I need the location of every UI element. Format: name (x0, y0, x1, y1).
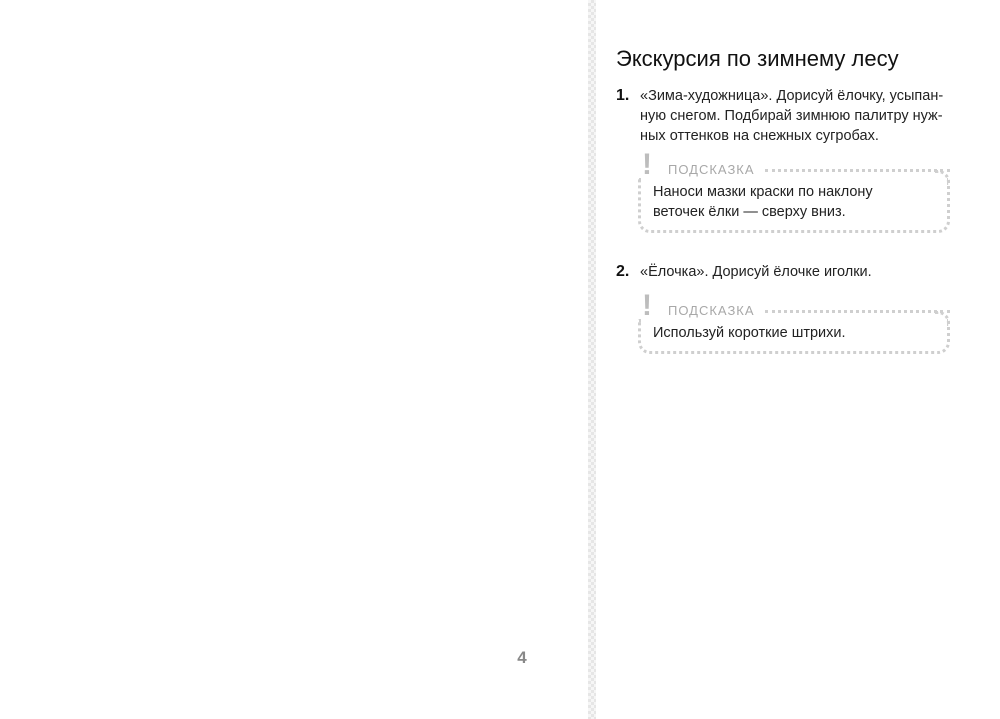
tip-box (638, 178, 950, 233)
task-text-line: «Ёлочка». Дорисуй ёлочке иголки. (640, 264, 872, 280)
tip-header (668, 162, 950, 178)
tip-text (641, 178, 947, 230)
page-number: 4 (517, 648, 527, 667)
tip-text (641, 319, 947, 351)
task-number: 1. (616, 87, 630, 104)
tip-1 (638, 150, 954, 242)
task-text-line: ных оттенков на снежных сугробах. (640, 128, 879, 144)
task-text-line: ную снегом. Подбирай зимнюю палитру нуж- (640, 108, 943, 124)
tip-box (638, 319, 950, 354)
right-page (596, 0, 1000, 719)
exclamation-icon: ! (642, 289, 652, 322)
dotted-line (765, 169, 950, 172)
task-text (640, 86, 970, 146)
tip-2 (638, 291, 954, 371)
task-number: 2. (616, 263, 630, 280)
page-gutter (588, 0, 596, 719)
dotted-line (765, 310, 950, 313)
tip-label: ПОДСКАЗКА (668, 303, 755, 318)
tip-header (668, 303, 950, 319)
tip-label: ПОДСКАЗКА (668, 162, 755, 177)
task-text-line: «Зима-художница». Дорисуй ёлочку, усыпан- (640, 88, 944, 104)
tip-text-line: Используй короткие штрихи. (653, 325, 846, 341)
exclamation-icon: ! (642, 148, 652, 181)
page-title: Экскурсия по зимнему лесу (616, 46, 899, 71)
tip-text-line: Наноси мазки краски по наклону (653, 184, 873, 200)
task-text (640, 262, 970, 282)
tip-text-line: веточек ёлки — сверху вниз. (653, 204, 846, 220)
